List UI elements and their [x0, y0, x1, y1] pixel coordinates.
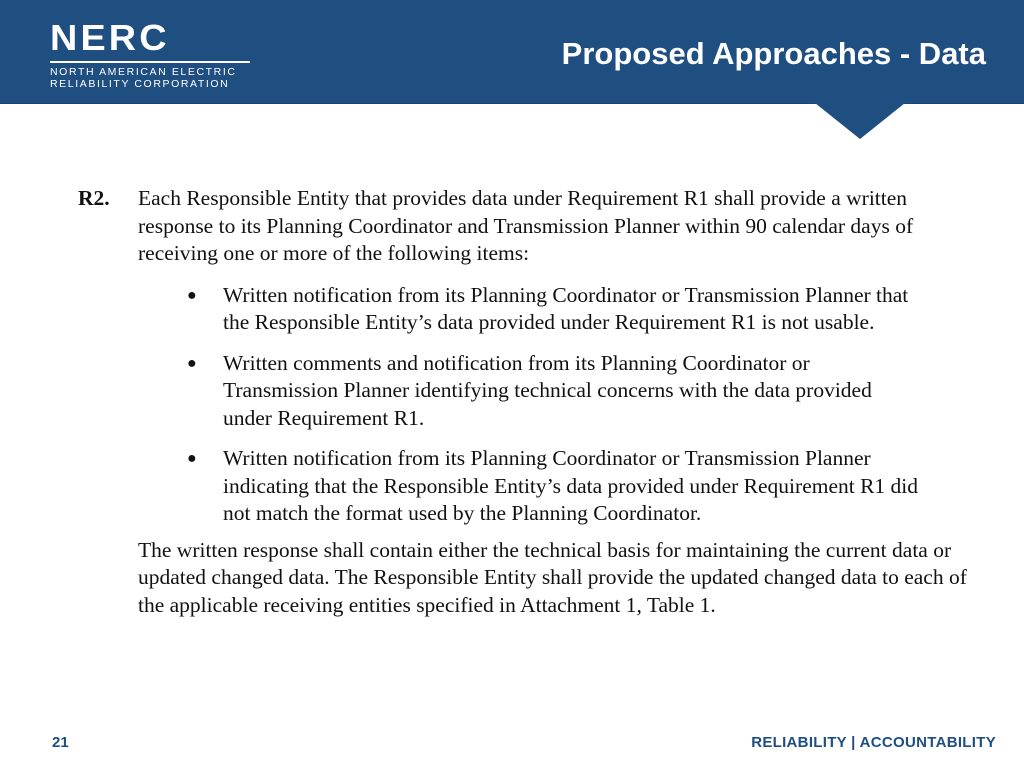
header-bar — [0, 0, 1024, 104]
header-notch — [815, 103, 905, 139]
bullet-text: Written notification from its Planning Coordinator or Transmission Planner indicating that the Responsible Entity’s data provided under Requirement R1 did not match the format used by the Planning Coordinator. — [223, 446, 919, 525]
page-number: 21 — [52, 734, 69, 751]
bullet-text: Written comments and notification from its Planning Coordinator or Transmission Planner identifying technical concerns with the data provided under Requirement R1. — [223, 350, 872, 430]
bullet-text: Written notification from its Planning Coordinator or Transmission Planner that the Responsible Entity’s data provided under Requirement R1 is not usable. — [223, 282, 909, 334]
list-item — [183, 350, 923, 433]
nerc-logo — [50, 17, 265, 90]
list-item — [183, 445, 923, 528]
requirement-text: Each Responsible Entity that provides data under Requirement R1 shall provide a written response to its Planning Coordinator and Transmission Planner within 90 calendar days of receiving one or more of the following items: — [138, 186, 914, 265]
logo-subtitle-line2: RELIABILITY CORPORATION — [50, 78, 230, 90]
list-item — [183, 282, 923, 337]
logo-rule — [50, 61, 250, 63]
bullet-icon: ● — [187, 450, 197, 467]
bullet-icon: ● — [187, 286, 197, 304]
closing-paragraph: The written response shall contain either the technical basis for maintaining the current data or updated changed data. The Responsible Entity shall provide the updated changed data to each of the applicable receiving entities specified in Attachment 1, Table 1. — [138, 537, 967, 617]
logo-subtitle-line1: NORTH AMERICAN ELECTRIC — [50, 66, 237, 78]
requirement-label: R2. — [78, 186, 110, 210]
footer-tagline: RELIABILITY | ACCOUNTABILITY — [751, 734, 996, 751]
requirement-bullets — [183, 282, 923, 528]
slide-title: Proposed Approaches - Data — [561, 36, 986, 71]
requirement-block — [78, 185, 978, 619]
logo-wordmark: NERC — [50, 17, 170, 58]
bullet-icon: ● — [187, 354, 197, 372]
